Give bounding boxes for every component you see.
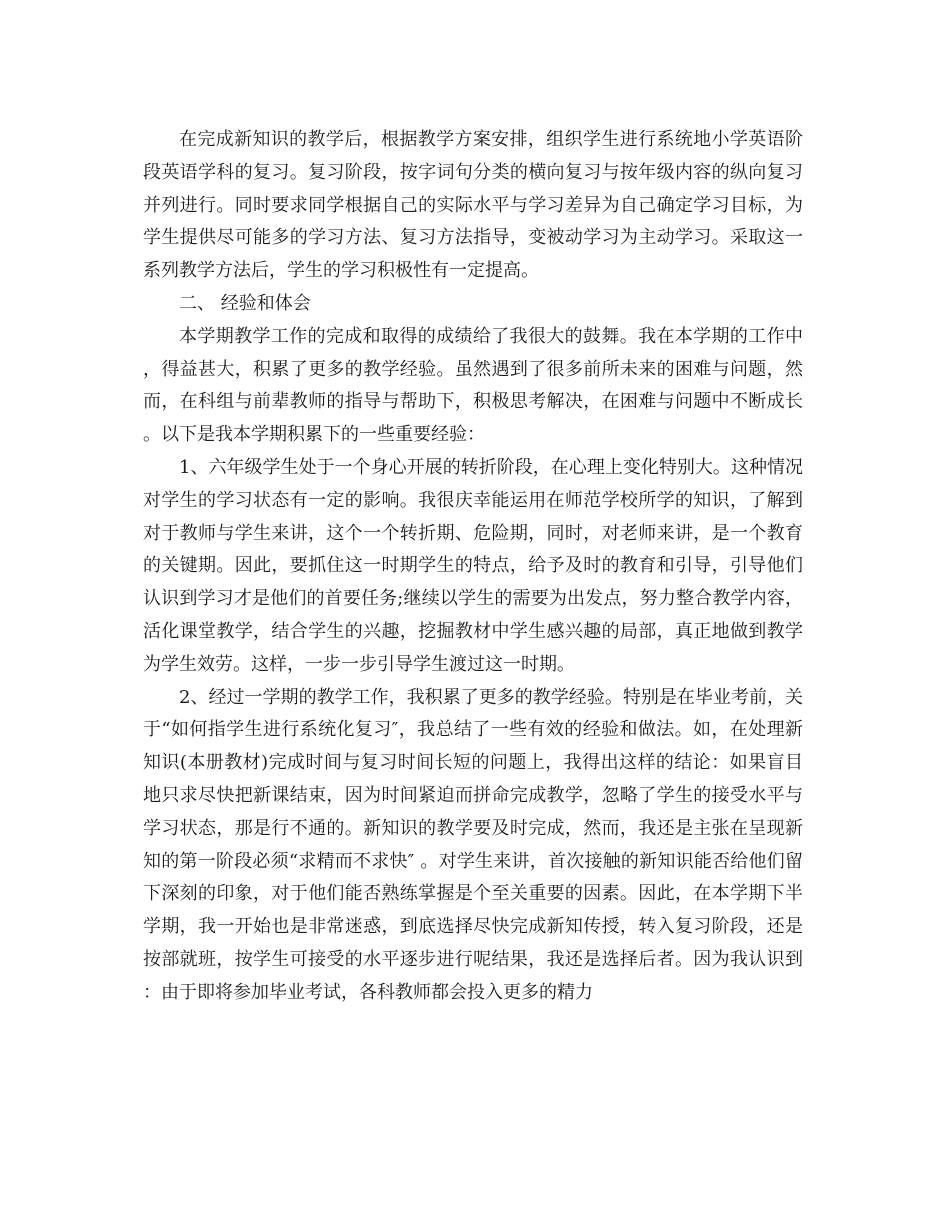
paragraph-experience-2: 2、经过一学期的教学工作，我积累了更多的教学经验。特别是在毕业考前，关于“如何指学生进行系统化复习″，我总结了一些有效的经验和做法。如，在处理新知识(本册教材)完成时间与复习时间长短的问题上，我得出这样的结论：如果盲目地只求尽快把新课结束，因为时间紧迫而拼命完成教学，忽略了学生的接受水平与学习状态，那是行不通的。新知识的教学要及时完成，然而，我还是主张在呈现新知的第一阶段必须“求精而不求快″ 。对学生来讲，首次接触的新知识能否给他们留下深刻的印象，对于他们能否熟练掌握是个至关重要的因素。因此，在本学期下半学期，我一开始也是非常迷惑，到底选择尽快完成新知传授，转入复习阶段，还是按部就班，按学生可接受的水平逐步进行呢结果，我还是选择后者。因为我认识到：由于即将参加毕业考试，各科教师都会投入更多的精力 <box>143 686 803 1003</box>
paragraph-semester-summary: 本学期教学工作的完成和取得的成绩给了我很大的鼓舞。我在本学期的工作中，得益甚大，积累了更多的教学经验。虽然遇到了很多前所未来的困难与问题，然而，在科组与前辈教师的指导与帮助下，积极思考解决，在困难与问题中不断成长。以下是我本学期积累下的一些重要经验： <box>143 325 803 446</box>
paragraph-review-method: 在完成新知识的教学后，根据教学方案安排，组织学生进行系统地小学英语阶段英语学科的复习。复习阶段，按字词句分类的横向复习与按年级内容的纵向复习并列进行。同时要求同学根据自己的实际水平与学习差异为自己确定学习目标，为学生提供尽可能多的学习方法、复习方法指导，变被动学习为主动学习。采取这一系列教学方法后，学生的学习积极性有一定提高。 <box>143 129 803 282</box>
paragraph-experience-1: 1、六年级学生处于一个身心开展的转折阶段，在心理上变化特别大。这种情况对学生的学习状态有一定的影响。我很庆幸能运用在师范学校所学的知识，了解到对于教师与学生来讲，这个一个转折期、危险期，同时，对老师来讲，是一个教育的关键期。因此，要抓住这一时期学生的特点，给予及时的教育和引导，引导他们认识到学习才是他们的首要任务;继续以学生的需要为出发点，努力整合教学内容，活化课堂教学，结合学生的兴趣，挖掘教材中学生感兴趣的局部，真正地做到教学为学生效劳。这样，一步一步引导学生渡过这一时期。 <box>143 456 803 675</box>
section-heading-experience: 二、 经验和体会 <box>179 292 311 314</box>
document-body <box>143 124 803 1010</box>
